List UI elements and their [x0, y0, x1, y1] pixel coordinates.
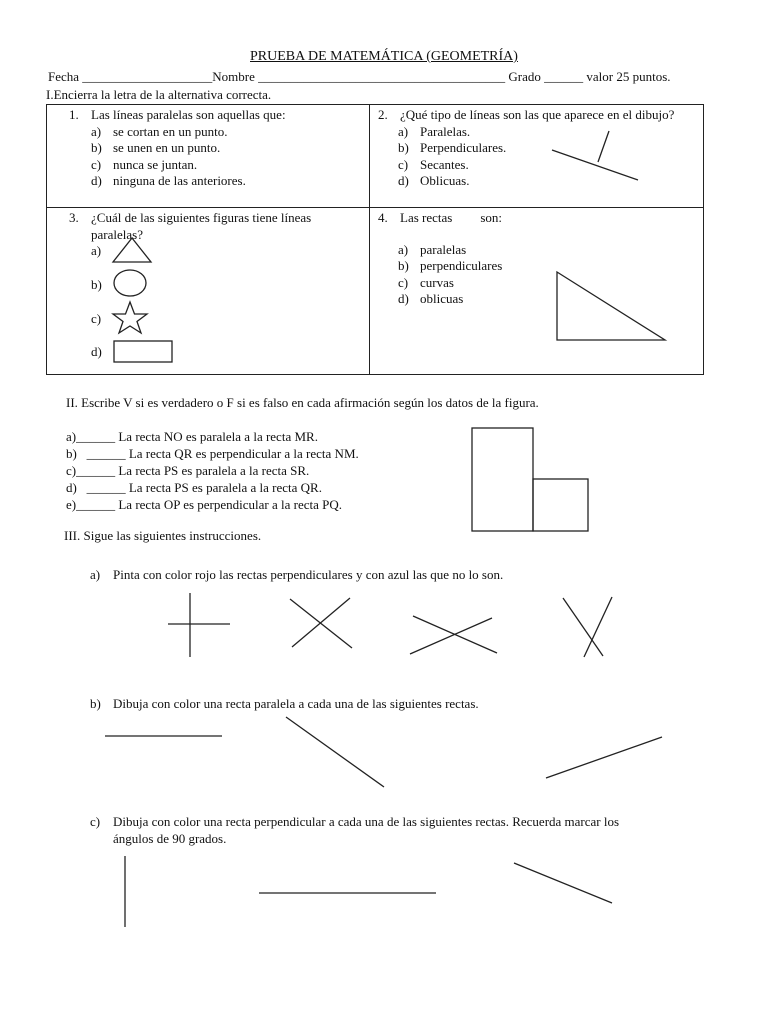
q4-option-a[interactable]: a) paralelas: [398, 241, 467, 257]
vf-item-b[interactable]: b) ______ La recta QR es perpendicular a la recta NM.: [66, 446, 359, 461]
q3-text: ¿Cuál de las siguientes figuras tiene líneas: [91, 210, 312, 225]
grado-label: Grado: [508, 69, 541, 84]
q4-text-end: son:: [480, 210, 503, 225]
iiia-x-line-2: [292, 598, 350, 647]
q1-number: 1.: [69, 107, 79, 122]
fecha-blank[interactable]: ____________________: [82, 69, 213, 84]
iiia-flat-x-line-1: [413, 616, 497, 653]
iiic-diagonal-line: [514, 863, 612, 903]
q1-text: Las líneas paralelas son aquellas que:: [91, 107, 286, 122]
q2-option-c[interactable]: c) Secantes.: [398, 156, 469, 172]
iiia-narrow-x-line-1: [563, 598, 603, 656]
iiib-rising-line: [546, 737, 662, 778]
question-4: [370, 208, 704, 375]
nombre-label: Nombre: [212, 69, 255, 84]
question-1: [47, 105, 370, 208]
iiia-instruction: a) Pinta con color rojo las rectas perpendiculares y con azul las que no lo son.: [90, 567, 504, 582]
q4-option-b[interactable]: b) perpendiculares: [398, 258, 503, 273]
section1-heading: I.Encierra la letra de la alternativa correcta.: [46, 87, 272, 102]
q1-option-a[interactable]: a) se cortan en un punto.: [91, 123, 228, 139]
nombre-blank[interactable]: ______________________________________: [258, 69, 506, 84]
q1-option-b[interactable]: b) se unen en un punto.: [91, 140, 221, 155]
header-fields: [48, 69, 671, 85]
question-3: [47, 208, 370, 375]
vf-item-a[interactable]: a)______ La recta NO es paralela a la recta MR.: [66, 429, 318, 444]
vf-list: [66, 428, 359, 513]
q2-option-d[interactable]: d) Oblicuas.: [398, 173, 470, 188]
iiic-instruction: c) Dibuja con color una recta perpendicular a cada una de las siguientes rectas. Recuerda marcar los ángulos de 90 grados.: [90, 814, 620, 846]
q4-option-c[interactable]: c) curvas: [398, 274, 454, 290]
vf-item-d[interactable]: d) ______ La recta PS es paralela a la recta QR.: [66, 480, 322, 495]
q4-text: Las rectas: [400, 210, 453, 225]
q1-option-c[interactable]: c) nunca se juntan.: [91, 156, 198, 172]
questions-table: [46, 104, 704, 375]
valor-text: valor 25 puntos.: [586, 69, 671, 84]
iiia-narrow-x-line-2: [584, 597, 612, 657]
q3-option-d[interactable]: d): [91, 344, 102, 359]
q3-option-a[interactable]: a): [91, 243, 102, 258]
q4-option-d[interactable]: d) oblicuas: [398, 291, 464, 306]
q4-number: 4.: [378, 210, 388, 225]
q3-option-b[interactable]: b): [91, 277, 102, 292]
question-2: [370, 105, 704, 208]
q2-option-a[interactable]: a) Paralelas.: [398, 123, 471, 139]
figure-square: [533, 479, 588, 531]
figure-tall-rectangle: [472, 428, 533, 531]
q2-number: 2.: [378, 107, 388, 122]
iiib-diagonal-line: [286, 717, 384, 787]
q3-number: 3.: [69, 210, 79, 225]
iiia-flat-x-line-2: [410, 618, 492, 654]
page-title: PRUEBA DE MATEMÁTICA (GEOMETRÍA): [250, 49, 518, 64]
fecha-label: Fecha: [48, 69, 80, 84]
q3-text-2: paralelas?: [91, 226, 143, 242]
q2-text: ¿Qué tipo de líneas son las que aparece en el dibujo?: [400, 107, 675, 122]
q2-option-b[interactable]: b) Perpendiculares.: [398, 140, 507, 155]
q1-option-d[interactable]: d) ninguna de las anteriores.: [91, 173, 246, 188]
vf-item-c[interactable]: c)______ La recta PS es paralela a la recta SR.: [66, 463, 310, 478]
section2-heading: II. Escribe V si es verdadero o F si es falso en cada afirmación según los datos de la figura.: [66, 395, 539, 410]
iiib-instruction: b) Dibuja con color una recta paralela a cada una de las siguientes rectas.: [90, 696, 479, 711]
iiia-x-line-1: [290, 599, 352, 648]
vf-item-e[interactable]: e)______ La recta OP es perpendicular a la recta PQ.: [66, 497, 343, 512]
grado-blank[interactable]: ______: [544, 69, 584, 84]
q3-option-c[interactable]: c): [91, 311, 102, 326]
section3-heading: III. Sigue las siguientes instrucciones.: [64, 528, 262, 543]
